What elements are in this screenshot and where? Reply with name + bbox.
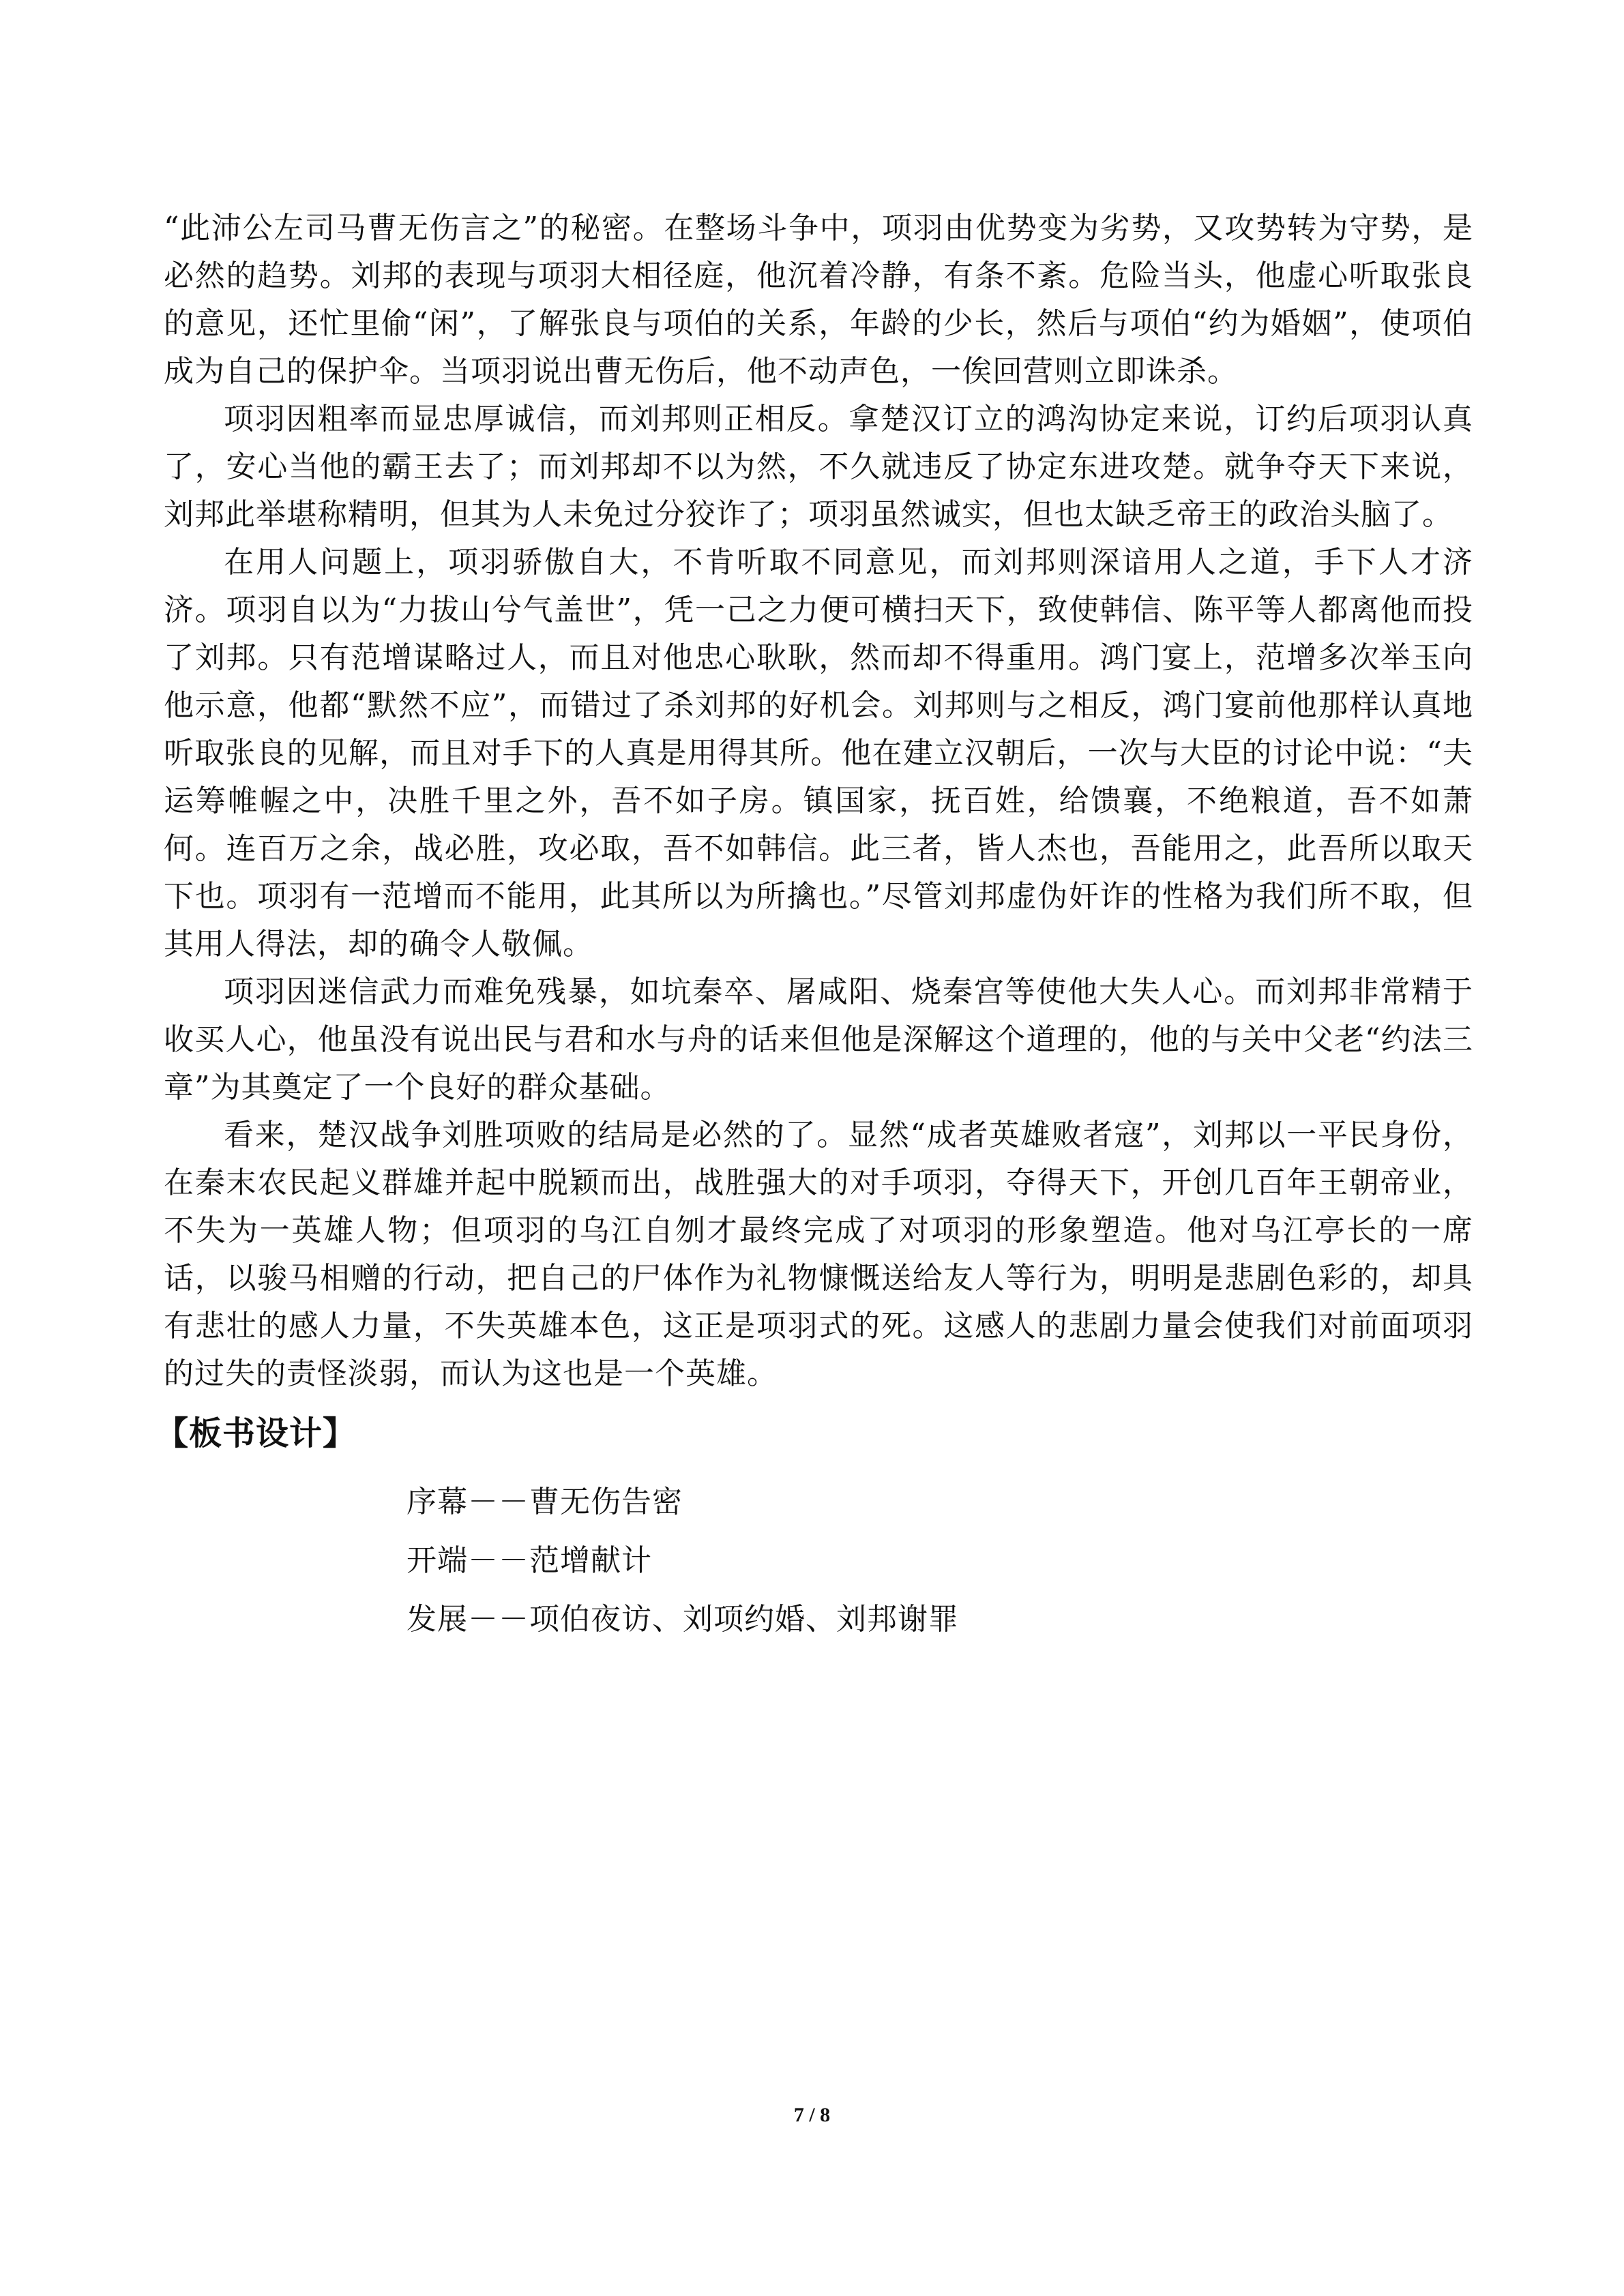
page-number: 7 / 8	[793, 2104, 831, 2126]
board-line-prologue: 序幕－－曹无伤告密	[407, 1485, 683, 1519]
paragraph-honesty: 项羽因粗率而显忠厚诚信，而刘邦则正相反。拿楚汉订立的鸿沟协定来说，订约后项羽认真了，安心当他的霸王去了；而刘邦却不以为然，不久就违反了协定东进攻楚。就争夺天下来说，刘邦此举堪称精明，但其为人未免过分狡诈了；项羽虽然诚实，但也太缺乏帝王的政治头脑了。	[164, 402, 1473, 532]
paragraph-continued: “此沛公左司马曹无伤言之”的秘密。在整场斗争中，项羽由优势变为劣势，又攻势转为守势，是必然的趋势。刘邦的表现与项羽大相径庭，他沉着冷静，有条不紊。危险当头，他虚心听取张良的意见，还忙里偷“闲”，了解张良与项伯的关系，年龄的少长，然后与项伯“约为婚姻”，使项伯成为自己的保护伞。当项羽说出曹无伤后，他不动声色，一俟回营则立即诛杀。	[164, 211, 1473, 389]
board-line-development: 发展－－项伯夜访、刘项约婚、刘邦谢罪	[407, 1602, 959, 1637]
paragraph-conclusion: 看来，楚汉战争刘胜项败的结局是必然的了。显然“成者英雄败者寇”，刘邦以一平民身份，在秦末农民起义群雄并起中脱颖而出，战胜强大的对手项羽，夺得天下，开创几百年王朝帝业，不失为一英雄人物；但项羽的乌江自刎才最终完成了对项羽的形象塑造。他对乌江亭长的一席话，以骏马相赠的行动，把自己的尸体作为礼物慷慨送给友人等行为，明明是悲剧色彩的，却具有悲壮的感人力量，不失英雄本色，这正是项羽式的死。这感人的悲剧力量会使我们对前面项羽的过失的责怪淡弱，而认为这也是一个英雄。	[164, 1118, 1473, 1391]
board-design-list	[407, 1473, 1473, 1649]
section-heading-board-design: 【板书设计】	[156, 1414, 357, 1452]
document-body	[156, 205, 1473, 1649]
paragraph-employing-talent: 在用人问题上，项羽骄傲自大，不肯听取不同意见，而刘邦则深谙用人之道，手下人才济济。项羽自以为“力拔山兮气盖世”，凭一己之力便可横扫天下，致使韩信、陈平等人都离他而投了刘邦。只有范增谋略过人，而且对他忠心耿耿，然而却不得重用。鸿门宴上，范增多次举玉向他示意，他都“默然不应”，而错过了杀刘邦的好机会。刘邦则与之相反，鸿门宴前他那样认真地听取张良的见解，而且对手下的人真是用得其所。他在建立汉朝后，一次与大臣的讨论中说：“夫运筹帷幄之中，决胜千里之外，吾不如子房。镇国家，抚百姓，给馈襄，不绝粮道，吾不如萧何。连百万之余，战必胜，攻必取，吾不如韩信。此三者，皆人杰也，吾能用之，此吾所以取天下也。项羽有一范增而不能用，此其所以为所擒也。”尽管刘邦虚伪奸诈的性格为我们所不取，但其用人得法，却的确令人敬佩。	[164, 545, 1473, 961]
board-line-opening: 开端－－范增献计	[407, 1543, 652, 1578]
paragraph-winning-hearts: 项羽因迷信武力而难免残暴，如坑秦卒、屠咸阳、烧秦宫等使他大失人心。而刘邦非常精于收买人心，他虽没有说出民与君和水与舟的话来但他是深解这个道理的，他的与关中父老“约法三章”为其奠定了一个良好的群众基础。	[164, 974, 1473, 1105]
